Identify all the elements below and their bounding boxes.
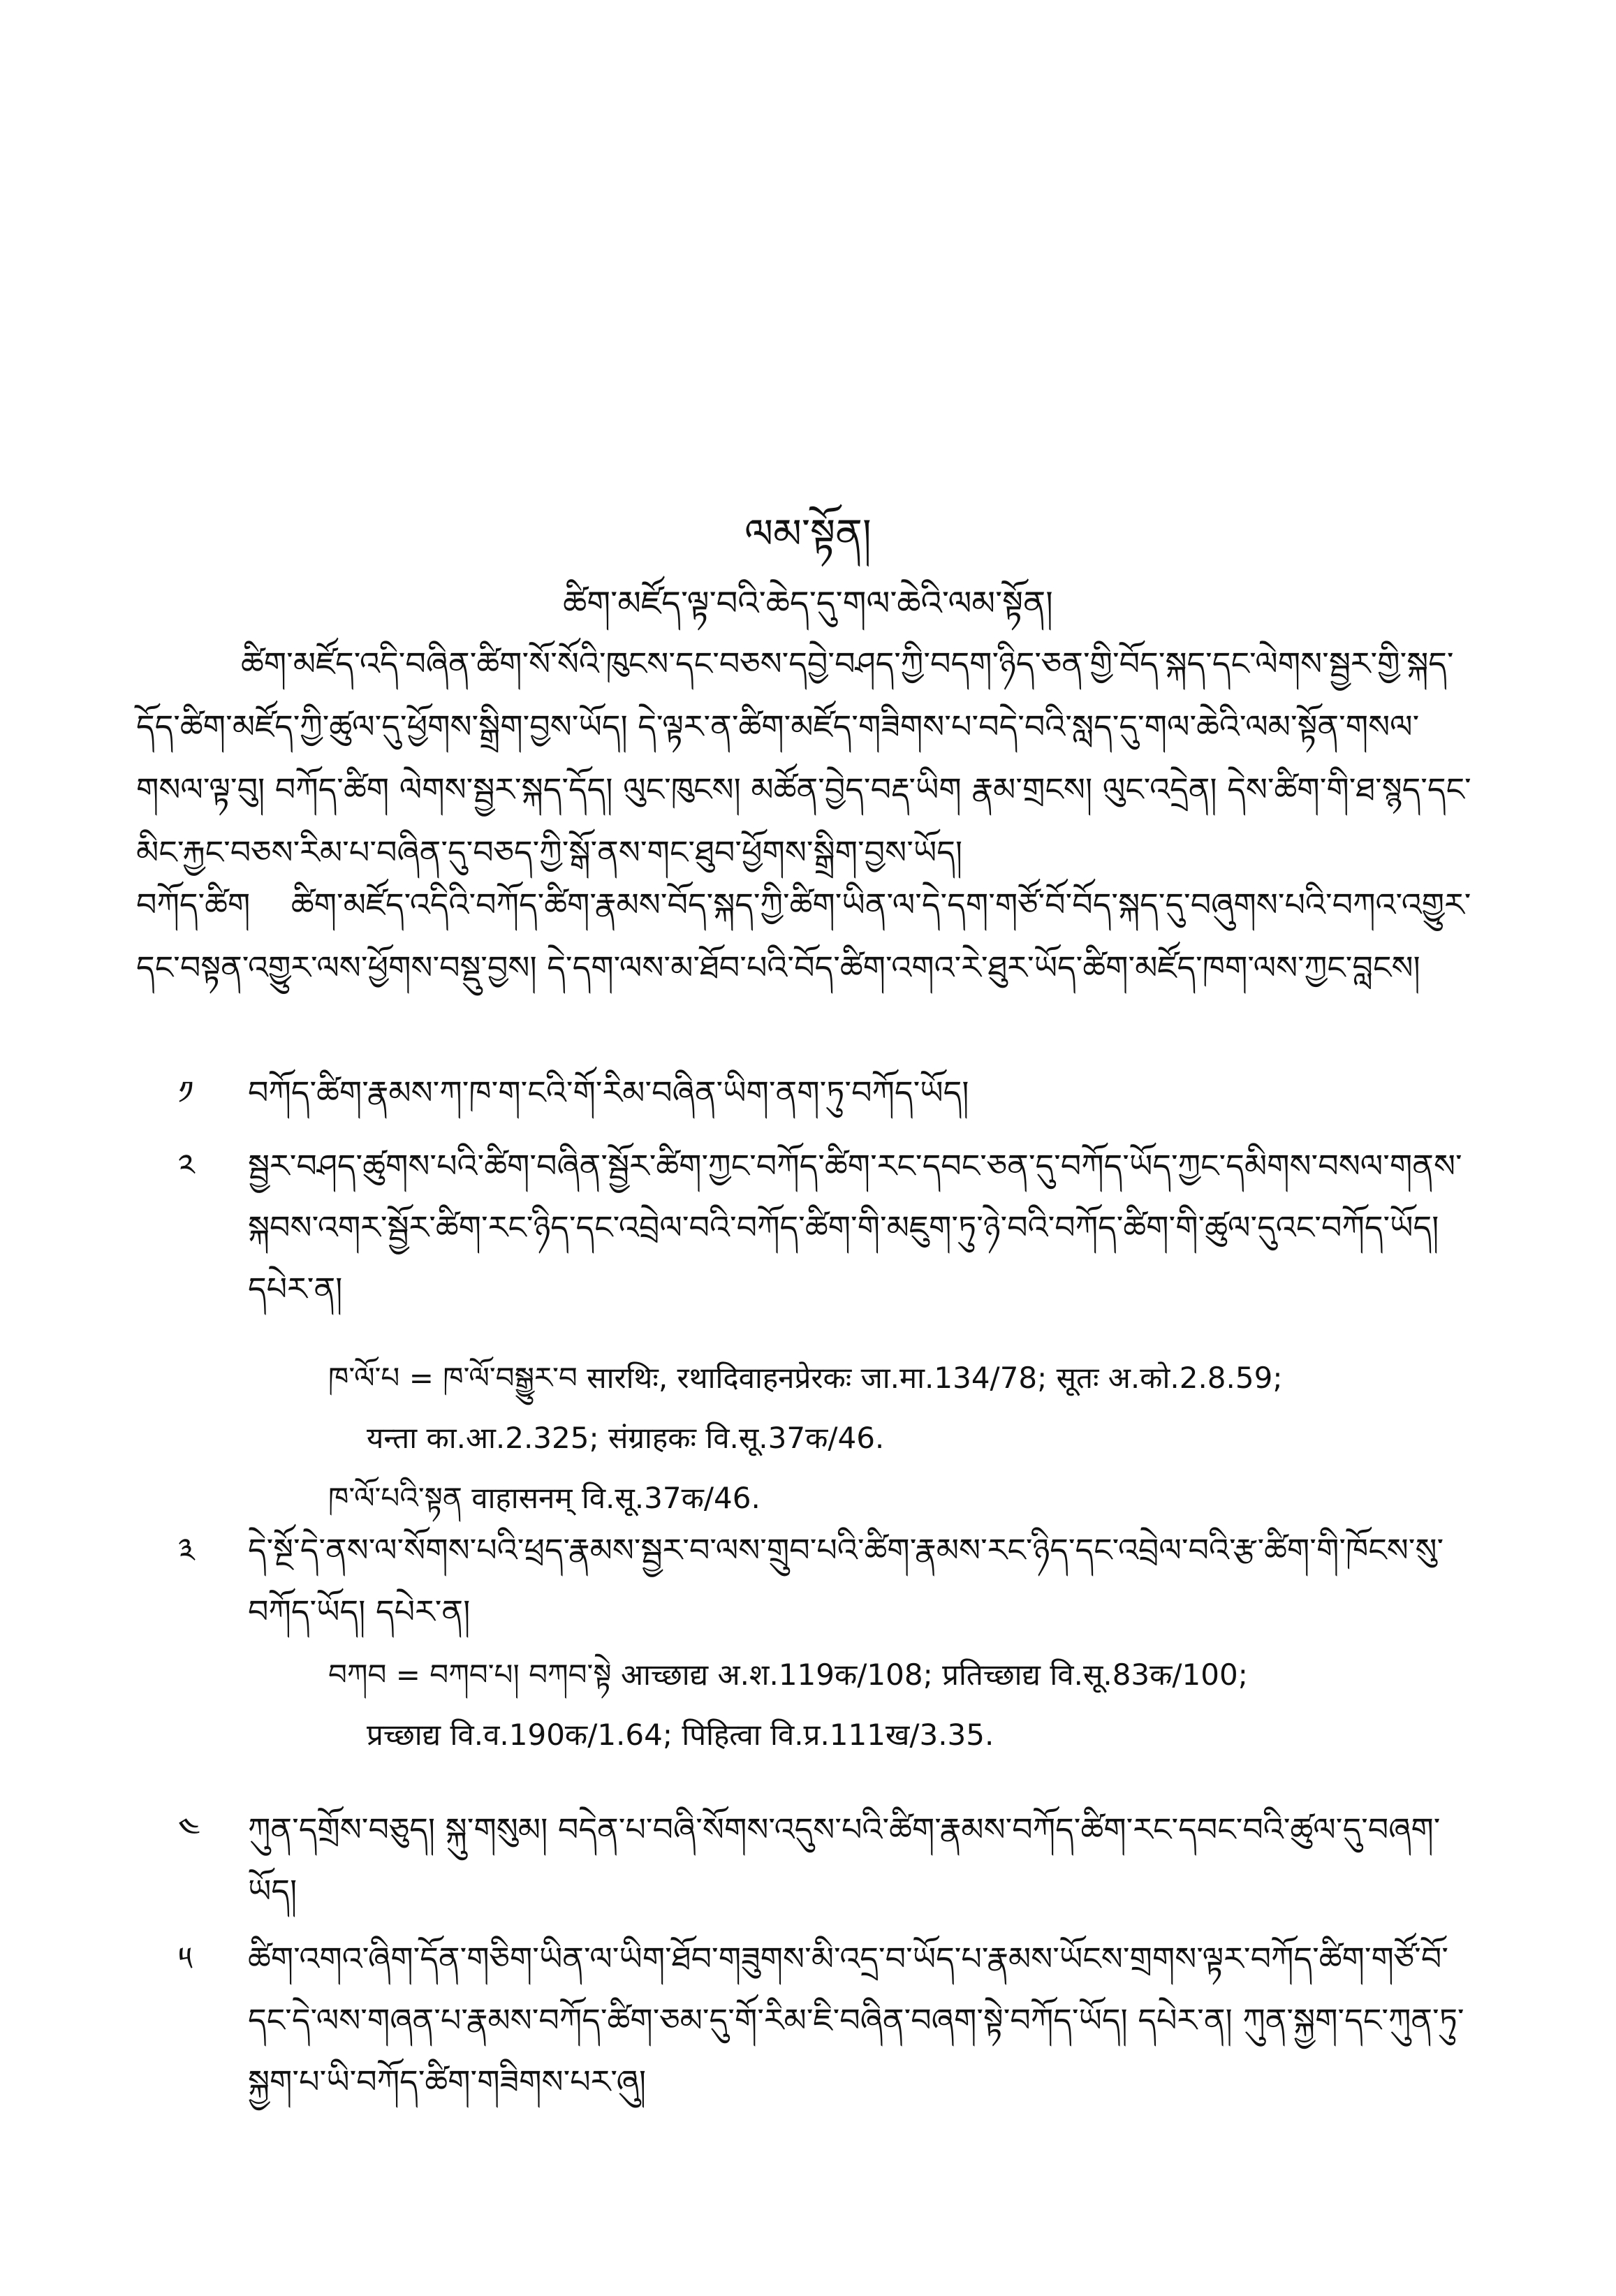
list-item-number: ༣ — [178, 1531, 195, 1569]
list-item-text: ཚིག་འགའ་ཞིག་དོན་གཅིག་ཡིན་ལ་ཡིག་ཐོབ་གཟུགས་མི་འདྲ་བ་ཡོད་པ་རྣམས་ཡོངས་གྲགས་ལྟར་བཀོད་ཚིག་གཙོ་བོ་དང་དེ་ལས་གཞན་པ་རྣམས་བཀོད་ཚིག་ཅམ་དུ་གོ་རིམ་ཇི་བཞིན་བཞག་སྟེ་བཀོད་ཡོད། དཔེར་ན། ཀུན་སྐྱག་དང་ཀུན་ཏུ་སྐྱག་པ་ཡི་བཀོད་ཚིག་གཟིགས་པར་ཞུ། — [248, 1940, 1464, 2100]
page-subtitle: ཚིག་མཛོད་ལྟ་བའི་ཆེད་དུ་གལ་ཆེའི་ལམ་སྟོན། — [563, 584, 1053, 623]
example-block — [328, 1348, 1474, 1528]
list-item-text: དེ་སྔོ་དེ་ནས་ལ་སོགས་པའི་ཕྲད་རྣམས་སྦྱར་བ་ལས་གྲུབ་པའི་ཚིག་རྣམས་རང་ཉིད་དང་འབྲེལ་བའི་རྩ་ཚིག་གི་ཁོངས་སུ་བཀོད་ཡོད། དཔེར་ན། — [248, 1531, 1444, 1630]
section-heading: བཀོད་ཚིག — [136, 886, 251, 923]
example-block — [328, 1645, 1474, 1765]
list-item-number: ༥ — [178, 1940, 193, 1977]
list-item-text: སྦྱར་བཤད་ཚུགས་པའི་ཚིག་བཞིན་སྦྱོར་ཚིག་ཀྱང་བཀོད་ཚིག་རང་དབང་ཅན་དུ་བཀོད་ཡོད་ཀྱང་དམིགས་བསལ་གནས་སྐབས་འགར་སྦྱོར་ཚིག་རང་ཉིད་དང་འབྲེལ་བའི་བཀོད་ཚིག་གི་མཇུག་ཏུ་ཉེ་བའི་བཀོད་ཚིག་གི་ཚུལ་དུའང་བཀོད་ཡོད། དཔེར་ན། — [248, 1147, 1462, 1308]
list-item — [178, 1799, 1477, 1922]
page-title: ལམ་སྟོན། — [744, 510, 872, 557]
section-paragraph — [136, 873, 1477, 999]
list-item-text: བཀོད་ཚིག་རྣམས་ཀ་ཁ་ག་ངའི་གོ་རིམ་བཞིན་ཡིག་ནག་ཏུ་བཀོད་ཡོད། — [248, 1074, 969, 1111]
example-line: यन्ता का.आ.2.325; संग्राहकः वि.सू.37क/46. — [367, 1421, 885, 1455]
intro-paragraph: ཚིག་མཛོད་འདི་བཞིན་ཚིག་སོ་སོའི་ཁུངས་དང་བཅས་དབྱེ་བཤད་ཀྱི་བདག་ཉིད་ཅན་གྱི་བོད་སྐད་དང་ལེགས་སྦྱར་གྱི་སྐད་དོད་ཚིག་མཛོད་ཀྱི་ཚུལ་དུ་ཕྱོགས་སྒྲིག་བྱས་ཡོད། དེ་ལྟར་ན་ཚིག་མཛོད་གཟིགས་པ་བདེ་བའི་སླད་དུ་གལ་ཆེའི་ལམ་སྟོན་གསལ་གསལ་ལྟ་བུ། བཀོད་ཚིག ལེགས་སྦྱར་སྐད་དོད། ལུང་ཁུངས། མཚོན་བྱེད་བརྡ་ཡིག རྣམ་གྲངས། ལུང་འདྲེན། དེས་ཚིག་གི་ཐ་སྙད་དང་མིང་རྐྱང་བཅས་རིམ་པ་བཞིན་དུ་བཅད་ཀྱི་སྒོ་ནས་གང་ཐུབ་ཕྱོགས་སྒྲིག་བྱས་ཡོད། — [136, 645, 1471, 871]
example-line: ཁ་ལོ་པ = ཁ་ལོ་བསྒྱུར་བ सारथिः, रथादिवाहनप्रेरकः जा.मा.134/78; सूतः अ.को.2.8.59; — [328, 1361, 1283, 1395]
list-item-number: ༤ — [178, 1811, 200, 1848]
section-text: ཚིག་མཛོད་འདིའི་བཀོད་ཚིག་རྣམས་བོད་སྐད་ཀྱི་ཚིག་ཡིན་ལ་དེ་དག་གཙོ་བོ་བོད་སྐད་དུ་བཞུགས་པའི་བཀའ་འགྱུར་དང་བསྟན་འགྱུར་ལས་ཕྱོགས་བསྡུ་བྱས། དེ་དག་ལས་མ་ཐོབ་པའི་བོད་ཚིག་འགའ་རེ་ཐུར་ཡོད་ཚིག་མཛོད་ཁག་ལས་ཀྱང་བླངས། — [136, 886, 1471, 986]
list-item-text: ཀུན་དགྲོས་བཅུད། སྐུ་གསུམ། བདེན་པ་བཞི་སོགས་འདུས་པའི་ཚིག་རྣམས་བཀོད་ཚིག་རང་དབང་བའི་ཚུལ་དུ་བཞག་ཡོད། — [248, 1811, 1441, 1910]
list-item-number: ༡ — [178, 1074, 194, 1111]
example-line: བཀབ = བཀབ་པ། བཀབ་སྟེ आच्छाद्य अ.श.119क/108; प्रतिच्छाद्य वि.सू.83क/100; — [328, 1658, 1248, 1692]
list-item — [178, 1062, 1477, 1123]
list-item-number: ༢ — [178, 1147, 195, 1185]
list-item — [178, 1135, 1477, 1319]
list-item — [178, 1928, 1477, 2112]
example-line: ཁ་ལོ་པའི་སྟན वाहासनम् वि.सू.37क/46. — [328, 1481, 761, 1515]
list-item — [178, 1519, 1477, 1642]
example-line: प्रच्छाद्य वि.व.190क/1.64; पिहित्वा वि.प्र.111ख/3.35. — [367, 1718, 994, 1752]
